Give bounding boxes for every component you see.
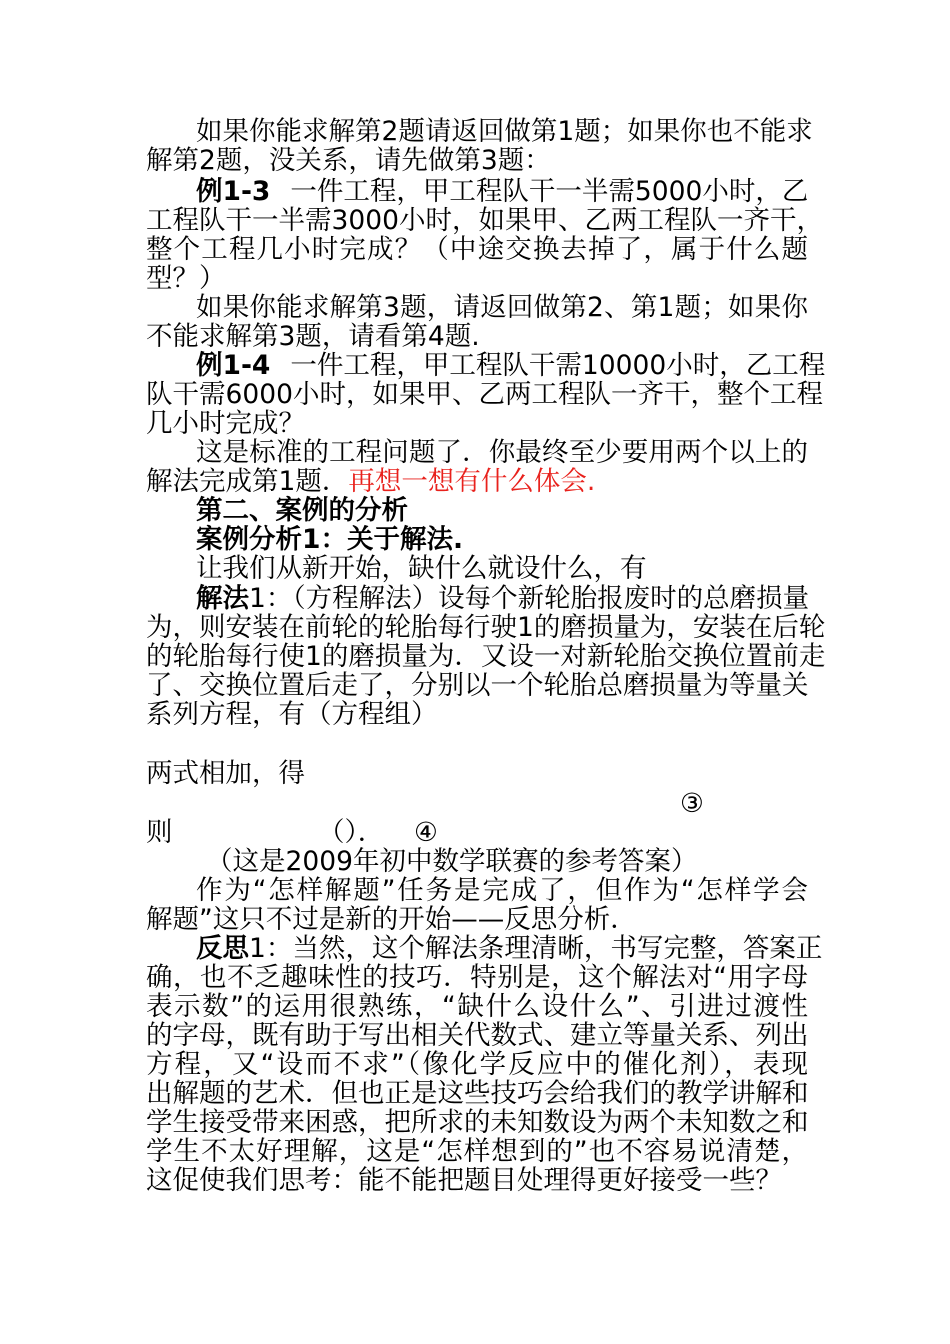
reflection-line: 这促使我们思考：能不能把题目处理得更好接受一些？ bbox=[146, 1165, 782, 1196]
example-1-3-line bbox=[196, 177, 808, 206]
reflection-line: 确，也不乏趣味性的技巧．特别是，这个解法对“用字母 bbox=[146, 962, 808, 993]
paragraph-line bbox=[146, 467, 808, 496]
reflection-line: 方程，又“设而不求”（像化学反应中的催化剂），表现 bbox=[146, 1049, 808, 1080]
paragraph-line: 两式相加，得 bbox=[146, 758, 305, 789]
equation-number: ③ bbox=[680, 788, 704, 819]
example-1-3-line: 型？） bbox=[146, 263, 226, 294]
solution-text: 1：（方程解法）设每个新轮胎报废时的总磨损量 bbox=[249, 583, 810, 614]
solution-line: 为，则安装在前轮的轮胎每行驶1的磨损量为，安装在后轮 bbox=[146, 612, 826, 643]
reflection-line: 学生接受带来困惑，把所求的未知数设为两个未知数之和 bbox=[146, 1107, 809, 1138]
reflection-line bbox=[196, 933, 823, 964]
reflection-line: 学生不太好理解，这是“怎样想到的”也不容易说清楚， bbox=[146, 1136, 808, 1167]
solution-line: 了、交换位置后走了，分别以一个轮胎总磨损量为等量关 bbox=[146, 670, 809, 701]
paragraph-line: 解第2题，没关系，请先做第3题： bbox=[146, 145, 551, 176]
reflection-line: 的字母，既有助于写出相关代数式、建立等量关系、列出 bbox=[146, 1020, 809, 1051]
example-1-3-line: 工程队干一半需3000小时，如果甲、乙两工程队一齐干， bbox=[146, 205, 823, 236]
example-1-3-line: 整个工程几小时完成？（中途交换去掉了，属于什么题 bbox=[146, 234, 808, 265]
example-label: 例1-3 bbox=[196, 176, 271, 207]
paragraph-line: 则 bbox=[146, 817, 173, 848]
example-1-4-line: 队干需6000小时，如果甲、乙两工程队一齐干，整个工程 bbox=[146, 379, 823, 410]
paragraph-line: 不能求解第3题，请看第4题. bbox=[146, 321, 480, 352]
example-text: 一件工程，甲工程队干需10000小时，乙工程 bbox=[290, 350, 826, 381]
solution-line: 系列方程，有（方程组） bbox=[146, 699, 438, 730]
highlight-text: 再想一想有什么体会. bbox=[348, 466, 596, 497]
solution-label: 解法 bbox=[196, 583, 249, 614]
case-heading: 案例分析1：关于解法. bbox=[196, 524, 464, 555]
paragraph-line: 让我们从新开始，缺什么就设什么，有 bbox=[196, 553, 647, 584]
paragraph-line: 这是标准的工程问题了．你最终至少要用两个以上的 bbox=[196, 437, 808, 468]
reflection-text: 1：当然，这个解法条理清晰，书写完整，答案正 bbox=[249, 933, 823, 964]
example-label: 例1-4 bbox=[196, 350, 271, 381]
solution-line: 的轮胎每行使1的磨损量为．又设一对新轮胎交换位置前走 bbox=[146, 641, 826, 672]
example-text: 一件工程，甲工程队干一半需5000小时，乙 bbox=[290, 176, 809, 207]
example-1-4-line bbox=[196, 350, 826, 381]
reflection-line: 出解题的艺术．但也正是这些技巧会给我们的教学讲解和 bbox=[146, 1078, 809, 1109]
equation-number: ④ bbox=[414, 817, 438, 848]
paragraph-line: 作为“怎样解题”任务是完成了，但作为“怎样学会 bbox=[196, 875, 808, 906]
reflection-line: 表示数”的运用很熟练，“缺什么设什么”、引进过渡性 bbox=[146, 991, 808, 1022]
example-1-4-line: 几小时完成？ bbox=[146, 408, 305, 439]
paragraph-line: 解题”这只不过是新的开始——反思分析． bbox=[146, 904, 637, 935]
section-heading: 第二、案例的分析 bbox=[196, 495, 408, 526]
paragraph-text: 解法完成第1题． bbox=[146, 466, 349, 497]
paragraph-line: 如果你能求解第3题，请返回做第2、第1题；如果你 bbox=[196, 292, 808, 323]
note-line: （这是2009年初中数学联赛的参考答案） bbox=[206, 846, 698, 877]
equation-paren: （）． bbox=[318, 817, 385, 848]
reflection-label: 反思 bbox=[196, 933, 249, 964]
paragraph-line: 如果你能求解第2题请返回做第1题；如果你也不能求 bbox=[196, 116, 813, 147]
solution-line bbox=[196, 584, 808, 613]
